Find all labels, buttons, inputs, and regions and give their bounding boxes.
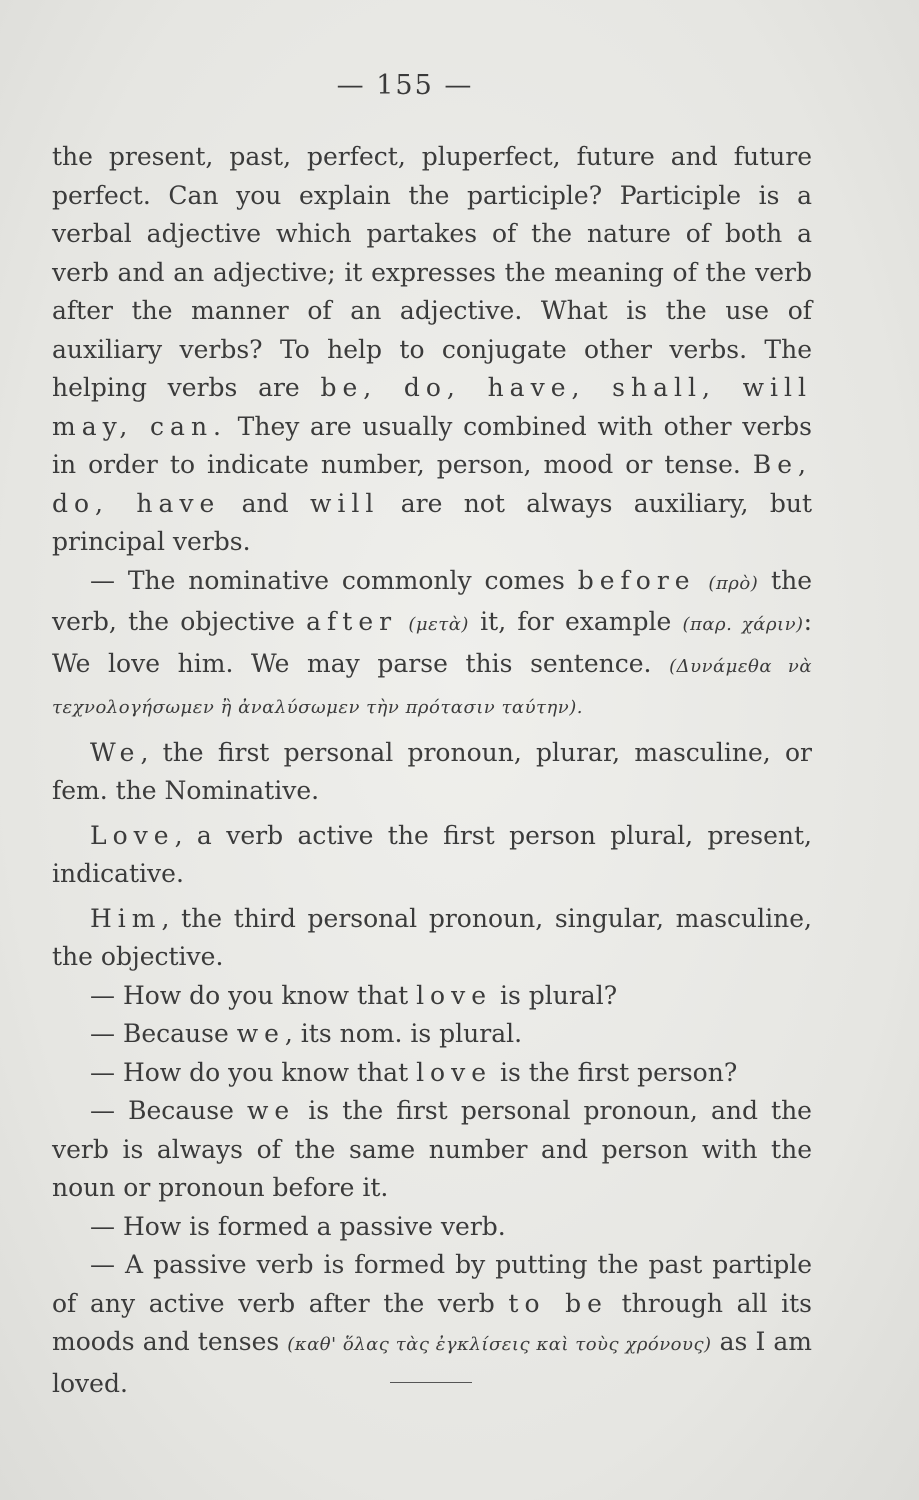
paragraph-parse-love: [52, 817, 812, 894]
dialogue-answer: [52, 1015, 812, 1054]
greek-gloss: (πρὸ): [708, 572, 759, 594]
spaced-term: love: [416, 1057, 493, 1087]
paragraph-parse-him: [52, 900, 812, 977]
spaced-term: after: [306, 607, 398, 636]
paragraph-text: is the first person?: [492, 1057, 738, 1087]
end-rule: [390, 1382, 472, 1383]
paragraph-text: it, for example: [468, 607, 683, 636]
paragraph-text: — How is formed a passive verb.: [90, 1211, 506, 1241]
spaced-term: to be: [508, 1288, 608, 1318]
spaced-term: Him: [90, 903, 162, 933]
page-body-text: [52, 138, 812, 1403]
paragraph-text: and: [220, 488, 310, 518]
paragraph-nominative: [52, 562, 812, 728]
spaced-term: will: [310, 488, 380, 518]
spaced-term: We: [90, 737, 141, 767]
paragraph-tenses-participle: [52, 138, 812, 562]
paragraph-parse-we: [52, 734, 812, 811]
spaced-term: love: [416, 980, 493, 1010]
spaced-term: be, do, have, shall, will may, can.: [52, 373, 812, 441]
paragraph-text: — A passive verb is formed by putting the past partiple of any active verb after the verb: [52, 1250, 812, 1318]
paragraph-text: — Because: [90, 1096, 247, 1125]
paragraph-text: , a verb active the first person plural, present, indicative.: [52, 820, 812, 888]
spaced-term: we: [246, 1096, 296, 1125]
greek-gloss: (καθ' ὅλας τὰς ἐγκλίσεις καὶ τοὺς χρόνους): [287, 1334, 712, 1355]
dialogue-answer: [52, 1092, 812, 1208]
paragraph-text: are not always auxiliary, but principal verbs.: [52, 488, 813, 556]
page-number: — 155 —: [336, 70, 474, 101]
spaced-term: Be, do, have: [52, 450, 812, 518]
paragraph-text: They are usually combined with other verbs in order to indicate number, person, mood or tense.: [52, 411, 812, 479]
paragraph-text: the present, past, perfect, pluperfect, future and future perfect. Can you explain the participle? Participle is a verbal adjective which partakes of the nature of both a verb and an adjective; it expresses the meaning of the verb after the manner of an adjective. What is the use of auxiliary verbs? To help to conjugate other verbs. The helping verbs are: [52, 142, 812, 402]
spaced-term: before: [577, 565, 696, 595]
dialogue-question: [52, 1054, 812, 1093]
paragraph-text: is the first personal pronoun, and the verb is always of the same number and person with the noun or pronoun before it.: [52, 1096, 812, 1202]
paragraph-text: the verb, the objective: [52, 565, 813, 636]
spaced-term: we: [236, 1019, 285, 1048]
paragraph-text: — How do you know that: [90, 1057, 417, 1087]
spaced-term: Love: [90, 820, 175, 850]
greek-gloss: (μετὰ): [408, 614, 469, 635]
paragraph-text: through all its moods and tenses: [52, 1288, 813, 1356]
dialogue-question: [52, 1208, 812, 1247]
greek-gloss: (Δυνάμεθα νὰ τεχνολογήσωμεν ἢ ἀναλύσωμεν τὴν πρότασιν ταύτην).: [52, 655, 813, 718]
paragraph-text: — How do you know that: [90, 980, 417, 1010]
dialogue-answer: [52, 1246, 812, 1403]
paragraph-text: — Because: [90, 1019, 237, 1048]
paragraph-text: : We love him. We may parse this sentence.: [52, 607, 812, 678]
greek-gloss: (παρ. χάριν): [682, 614, 804, 635]
paragraph-text: , the first personal pronoun, plurar, masculine, or fem. the Nominative.: [52, 737, 812, 805]
paragraph-text: as I am loved.: [52, 1327, 813, 1398]
paragraph-text: , the third personal pronoun, singular, masculine, the objective.: [52, 903, 812, 971]
paragraph-text: — The nominative commonly comes: [90, 565, 578, 595]
dialogue-question: [52, 977, 812, 1016]
paragraph-text: , its nom. is plural.: [284, 1019, 523, 1048]
paragraph-text: is plural?: [492, 980, 618, 1010]
